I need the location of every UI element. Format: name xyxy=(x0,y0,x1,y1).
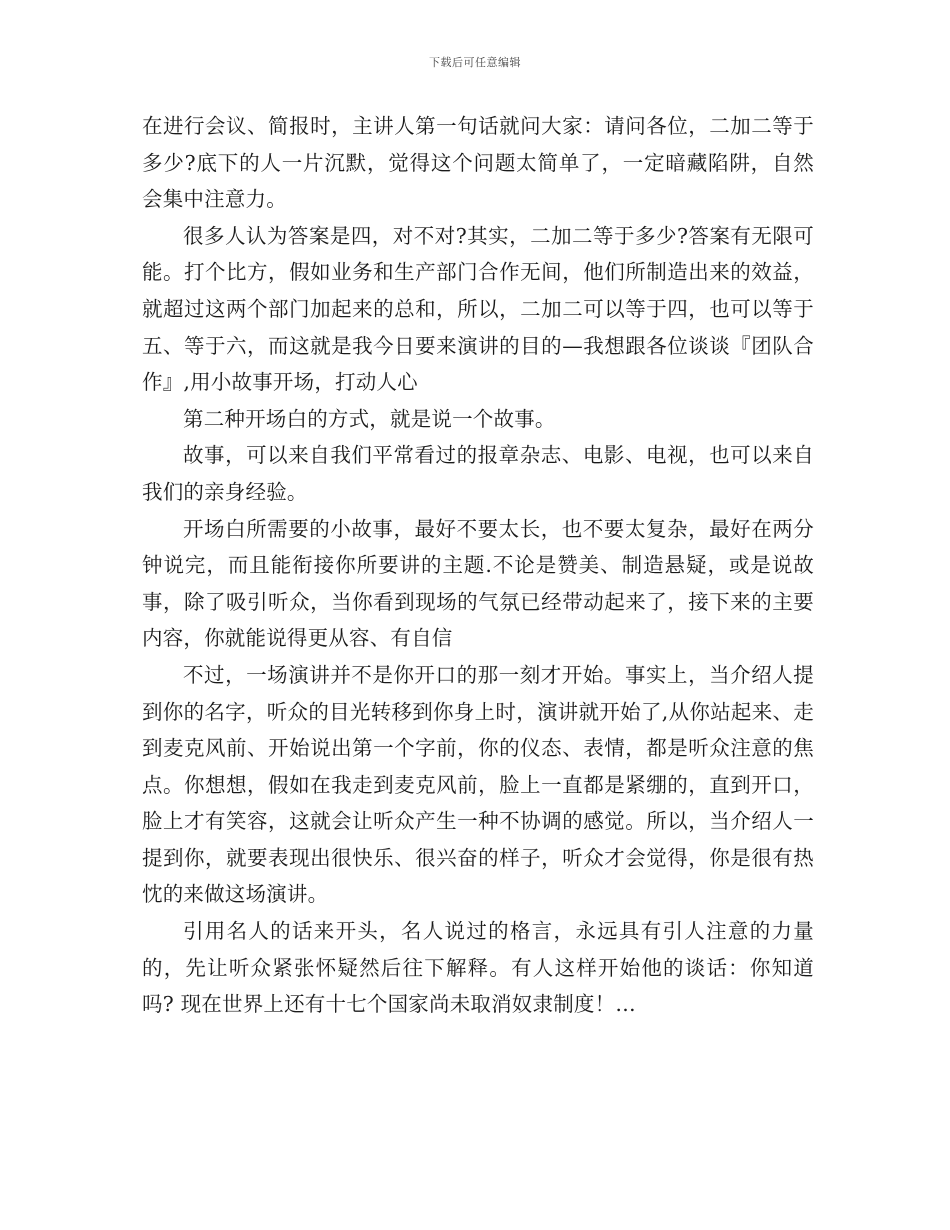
header-note: 下载后可任意编辑 xyxy=(429,56,521,69)
paragraph-1: 在进行会议、简报时，主讲人第一句话就问大家：请问各位，二加二等于多少?底下的人一片沉默，觉得这个问题太简单了，一定暗藏陷阱，自然会集中注意力。 xyxy=(142,114,814,212)
document-body xyxy=(142,108,814,1023)
paragraph-2: 很多人认为答案是四，对不对?其实，二加二等于多少?答案有无限可能。打个比方，假如业务和生产部门合作无间，他们所制造出来的效益，就超过这两个部门加起来的总和，所以，二加二可以等于四，也可以等于五、等于六，而这就是我今日要来演讲的目的—我想跟各位谈谈『团队合作』,用小故事开场，打动人心 xyxy=(142,223,814,395)
paragraph-4: 故事，可以来自我们平常看过的报章杂志、电影、电视，也可以来自我们的亲身经验。 xyxy=(142,443,814,504)
paragraph-7: 引用名人的话来开头，名人说过的格言，永远具有引人注意的力量的，先让听众紧张怀疑然后往下解释。有人这样开始他的谈话：你知道吗? 现在世界上还有十七个国家尚未取消奴隶制度！… xyxy=(142,919,814,1017)
paragraph-3: 第二种开场白的方式，就是说一个故事。 xyxy=(183,406,556,431)
paragraph-5: 开场白所需要的小故事，最好不要太长，也不要太复杂，最好在两分钟说完，而且能衔接你所要讲的主题.不论是赞美、制造悬疑，或是说故事，除了吸引听众，当你看到现场的气氛已经带动起来了，接下来的主要内容，你就能说得更从容、有自信 xyxy=(142,516,814,651)
paragraph-6: 不过，一场演讲并不是你开口的那一刻才开始。事实上，当介绍人提到你的名字，听众的目光转移到你身上时，演讲就开始了,从你站起来、走到麦克风前、开始说出第一个字前，你的仪态、表情，都是听众注意的焦点。你想想，假如在我走到麦克风前，脸上一直都是紧绷的，直到开口，脸上才有笑容，这就会让听众产生一种不协调的感觉。所以，当介绍人一提到你，就要表现出很快乐、很兴奋的样子，听众才会觉得，你是很有热忱的来做这场演讲。 xyxy=(142,662,814,907)
